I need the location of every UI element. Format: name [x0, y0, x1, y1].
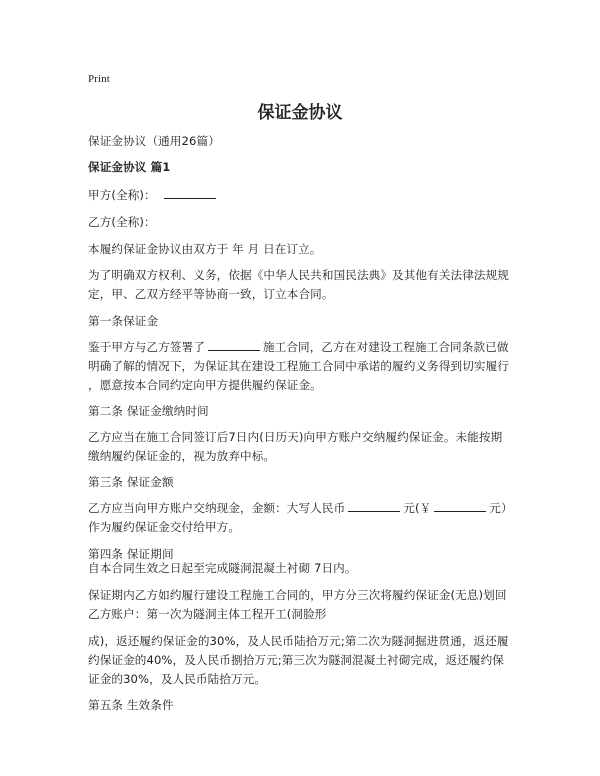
text-line: 乙方应当在施工合同签订后7日内(日历天)向甲方账户交纳履约保证金。未能按期	[88, 430, 503, 444]
purpose-paragraph	[88, 266, 509, 304]
text-line: 成)，返还履约保证金的30%，及人民币陆拾万元;第二次为隧洞掘进贯通，返还履	[88, 634, 509, 648]
contract-blank	[208, 338, 260, 351]
print-link[interactable]: Print	[88, 73, 110, 85]
text: 元）	[489, 501, 513, 515]
article-2-title: 第二条 保证金缴纳时间	[88, 404, 209, 418]
text: 乙方应当向甲方账户交纳现金，金额：大写人民币	[88, 501, 346, 515]
subtitle: 保证金协议（通用26篇）	[88, 134, 220, 148]
intro: 本履约保证金协议由双方于 年 月 日在订立。	[88, 242, 322, 256]
text: 施工合同，乙方在对建设工程施工合同条款已做	[262, 340, 509, 354]
text: 元(￥	[403, 501, 432, 515]
text-line: 乙方账户：第一次为隧洞主体工程开工(洞脸形	[88, 607, 327, 621]
article-1-title: 第一条保证金	[88, 314, 159, 328]
article-3-paragraph	[88, 499, 513, 537]
party-a-label: 甲方(全称)：	[88, 188, 156, 202]
text-line	[88, 338, 509, 357]
article-3-title: 第三条 保证金额	[88, 475, 174, 489]
text-line: 明确了解的情况下，为保证其在建设工程施工合同中承诺的履约义务得到切实履行	[88, 359, 509, 373]
text-line: 约保证金的40%，及人民币捌拾万元;第三次为隧洞混凝土衬砌完成，返还履约保	[88, 653, 504, 667]
article-4-para-2	[88, 586, 507, 624]
party-b-label: 乙方(全称)：	[88, 215, 156, 229]
amount-number-blank	[434, 499, 486, 512]
text-line: 为了明确双方权利、义务，依据《中华人民共和国民法典》及其他有关法律法规规	[88, 268, 509, 282]
article-1-paragraph	[88, 338, 509, 395]
text-line: 作为履约保证金交付给甲方。	[88, 520, 241, 534]
party-a-blank	[164, 186, 216, 199]
text-line: 保证期内乙方如约履行建设工程施工合同的，甲方分三次将履约保证金(无息)划回	[88, 588, 507, 602]
text-line: 定，甲、乙双方经平等协商一致，订立本合同。	[88, 287, 334, 301]
amount-words-blank	[348, 499, 400, 512]
party-a	[88, 186, 219, 205]
text-line: ，愿意按本合同约定向甲方提供履约保证金。	[88, 378, 322, 392]
text-line: 证金的30%，及人民币陆拾万元。	[88, 672, 267, 686]
text: 鉴于甲方与乙方签署了	[88, 340, 205, 354]
text-line: 缴纳履约保证金的，视为放弃中标。	[88, 449, 276, 463]
text-line	[88, 499, 513, 518]
page-title: 保证金协议	[257, 103, 343, 123]
article-4-title: 第四条 保证期间	[88, 547, 174, 561]
article-4-para-3	[88, 632, 509, 689]
article-5-title: 第五条 生效条件	[88, 698, 174, 712]
section-heading: 保证金协议 篇1	[88, 160, 171, 174]
article-4-para-1: 自本合同生效之日起至完成隧洞混凝土衬砌 7日内。	[88, 561, 357, 575]
article-2-paragraph	[88, 428, 502, 466]
